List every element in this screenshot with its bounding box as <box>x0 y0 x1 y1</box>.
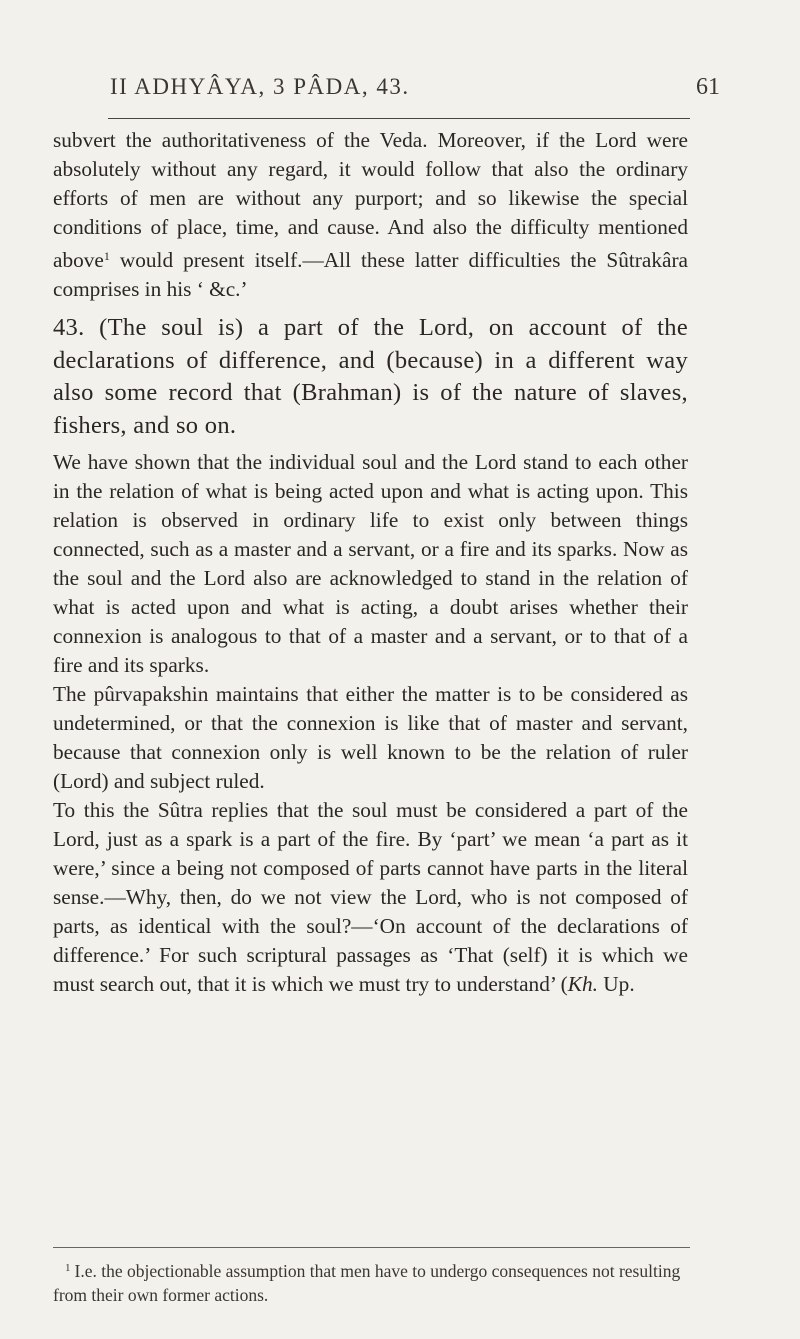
citation-abbreviation: Kh. <box>567 972 598 996</box>
footnote-marker: 1 <box>65 1262 71 1274</box>
opening-paragraph <box>53 126 688 304</box>
opening-paragraph-text: subvert the authoritativeness of the Veda. Moreover, if the Lord were absolutely without any regard, it would follow that also the ordinary efforts of men are without any purport; and so likewise the special conditions of place, time, and cause. And also the difficulty mentioned above <box>53 128 688 272</box>
footnote-reference: 1 <box>103 249 110 263</box>
sutra-43: 43. (The soul is) a part of the Lord, on account of the declarations of difference, and (because) in a different way also some record that (Brahman) is of the nature of slaves, fishers, and so on. <box>53 314 688 439</box>
body-text <box>53 126 688 999</box>
citation-tail: Up. <box>597 972 635 996</box>
footnote-rule <box>53 1247 690 1248</box>
commentary-paragraph-3 <box>53 796 688 999</box>
page-number: 61 <box>696 74 720 100</box>
commentary-paragraph-2: The pûrvapakshin maintains that either the matter is to be considered as undetermined, or that the connexion is like that of master and servant, because that connexion only is well known to be the relation of ruler (Lord) and subject ruled. <box>53 682 688 793</box>
running-head: II ADHYÂYA, 3 PÂDA, 43. <box>110 74 410 99</box>
footnote <box>53 1256 688 1307</box>
footnote-text: I.e. the objectionable assumption that men have to undergo consequences not resulting from their own former actions. <box>53 1261 681 1305</box>
commentary-paragraph-3-text: To this the Sûtra replies that the soul must be considered a part of the Lord, just as a spark is a part of the fire. By ‘part’ we mean ‘a part as it were,’ since a being not composed of parts cannot have parts in the literal sense.—Why, then, do we not view the Lord, who is not composed of parts, as identical with the soul?—‘On account of the declarations of difference.’ For such scriptural passages as ‘That (self) it is which we must search out, that it is which we must try to understand’ ( <box>53 798 688 996</box>
opening-paragraph-continuation: would present itself.—All these latter difficulties the Sûtrakâra comprises in his ‘ &c.’ <box>53 248 688 301</box>
header-rule <box>108 118 690 119</box>
commentary-paragraph-1: We have shown that the individual soul and the Lord stand to each other in the relation of what is being acted upon and what is acting upon. This relation is observed in ordinary life to exist only between things connected, such as a master and a servant, or a fire and its sparks. Now as the soul and the Lord also are acknowledged to stand in the relation of what is acted upon and what is acting, a doubt arises whether their connexion is analogous to that of a master and a servant, or to that of a fire and its sparks. <box>53 450 688 677</box>
